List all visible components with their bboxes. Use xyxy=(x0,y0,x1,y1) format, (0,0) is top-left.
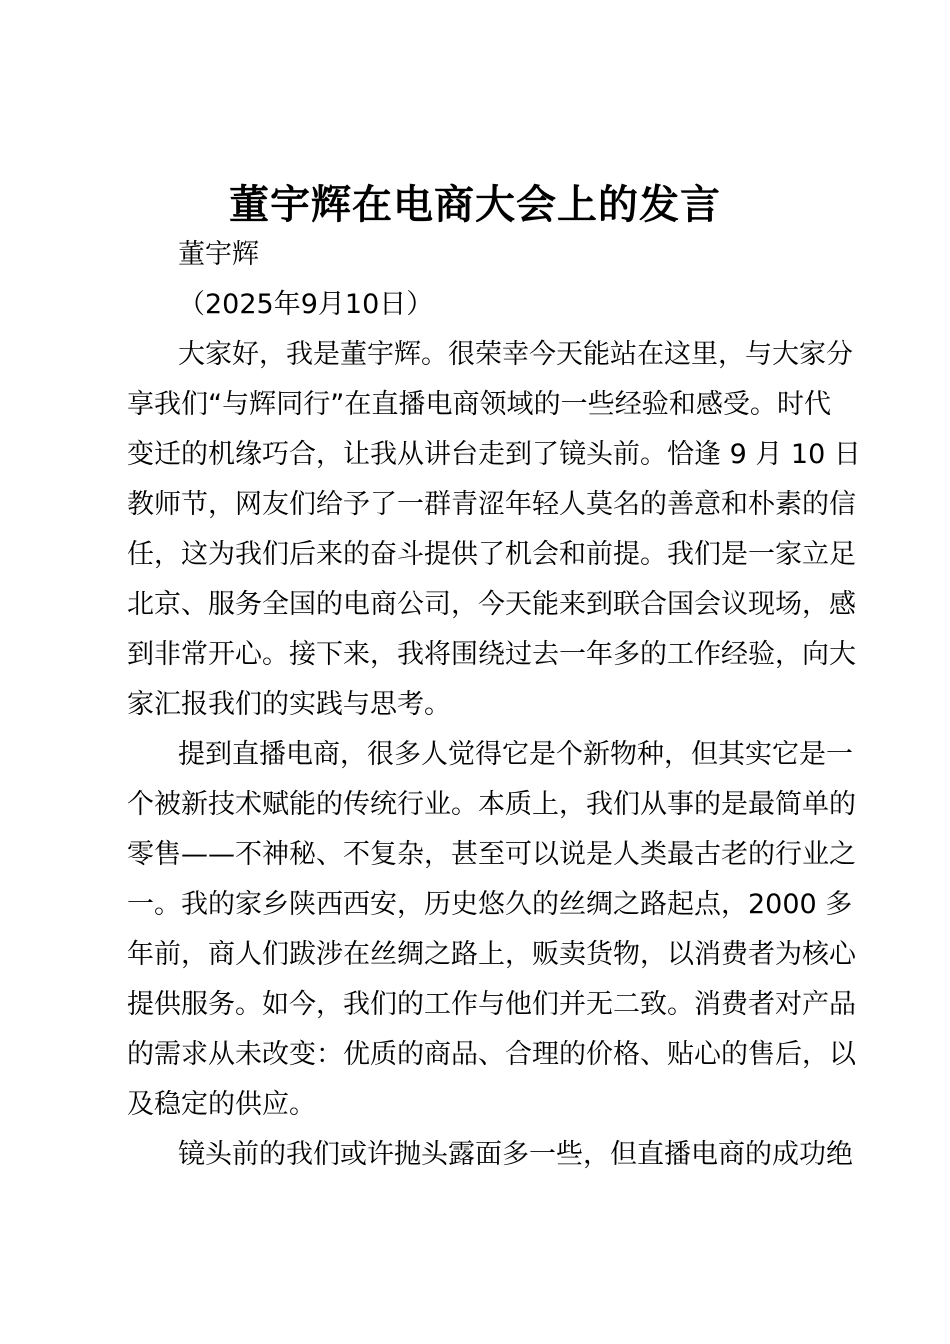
paragraph-line: 年前，商人们跋涉在丝绸之路上，贩卖货物，以消费者为核心 xyxy=(127,939,856,970)
paragraph-line: 一。我的家乡陕西西安，历史悠久的丝绸之路起点，2000 多 xyxy=(127,889,853,920)
document-title: 董宇辉在电商大会上的发言 xyxy=(229,182,721,228)
paragraph-line: 个被新技术赋能的传统行业。本质上，我们从事的是最简单的 xyxy=(127,789,856,820)
paragraph-line: 提到直播电商，很多人觉得它是个新物种，但其实它是一 xyxy=(178,739,853,770)
paragraph-line: 到非常开心。接下来，我将围绕过去一年多的工作经验，向大 xyxy=(127,639,856,670)
paragraph-line: 享我们“与辉同行”在直播电商领域的一些经验和感受。时代 xyxy=(127,389,831,420)
author-line: 董宇辉 xyxy=(178,239,259,270)
paragraph-line: 任，这为我们后来的奋斗提供了机会和前提。我们是一家立足 xyxy=(127,539,856,570)
paragraph-line: 北京、服务全国的电商公司，今天能来到联合国会议现场，感 xyxy=(127,589,856,620)
date-line: （2025年9月10日） xyxy=(178,289,434,320)
paragraph-line: 及稳定的供应。 xyxy=(127,1089,316,1120)
document-body xyxy=(127,230,861,1180)
paragraph-line: 镜头前的我们或许抛头露面多一些，但直播电商的成功绝 xyxy=(178,1139,853,1170)
paragraphs xyxy=(127,330,861,1180)
paragraph-line: 教师节，网友们给予了一群青涩年轻人莫名的善意和朴素的信 xyxy=(127,489,856,520)
paragraph-line: 大家好，我是董宇辉。很荣幸今天能站在这里，与大家分 xyxy=(178,339,853,370)
paragraph xyxy=(127,1130,853,1180)
paragraph-line: 零售——不神秘、不复杂，甚至可以说是人类最古老的行业之 xyxy=(127,839,856,870)
paragraph-line: 变迁的机缘巧合，让我从讲台走到了镜头前。恰逢 9 月 10 日 xyxy=(127,439,861,470)
paragraph-line: 提供服务。如今，我们的工作与他们并无二致。消费者对产品 xyxy=(127,989,856,1020)
paragraph xyxy=(127,330,861,730)
paragraph xyxy=(127,730,856,1130)
paragraph-line: 的需求从未改变：优质的商品、合理的价格、贴心的售后，以 xyxy=(127,1039,856,1070)
paragraph-line: 家汇报我们的实践与思考。 xyxy=(127,689,451,720)
